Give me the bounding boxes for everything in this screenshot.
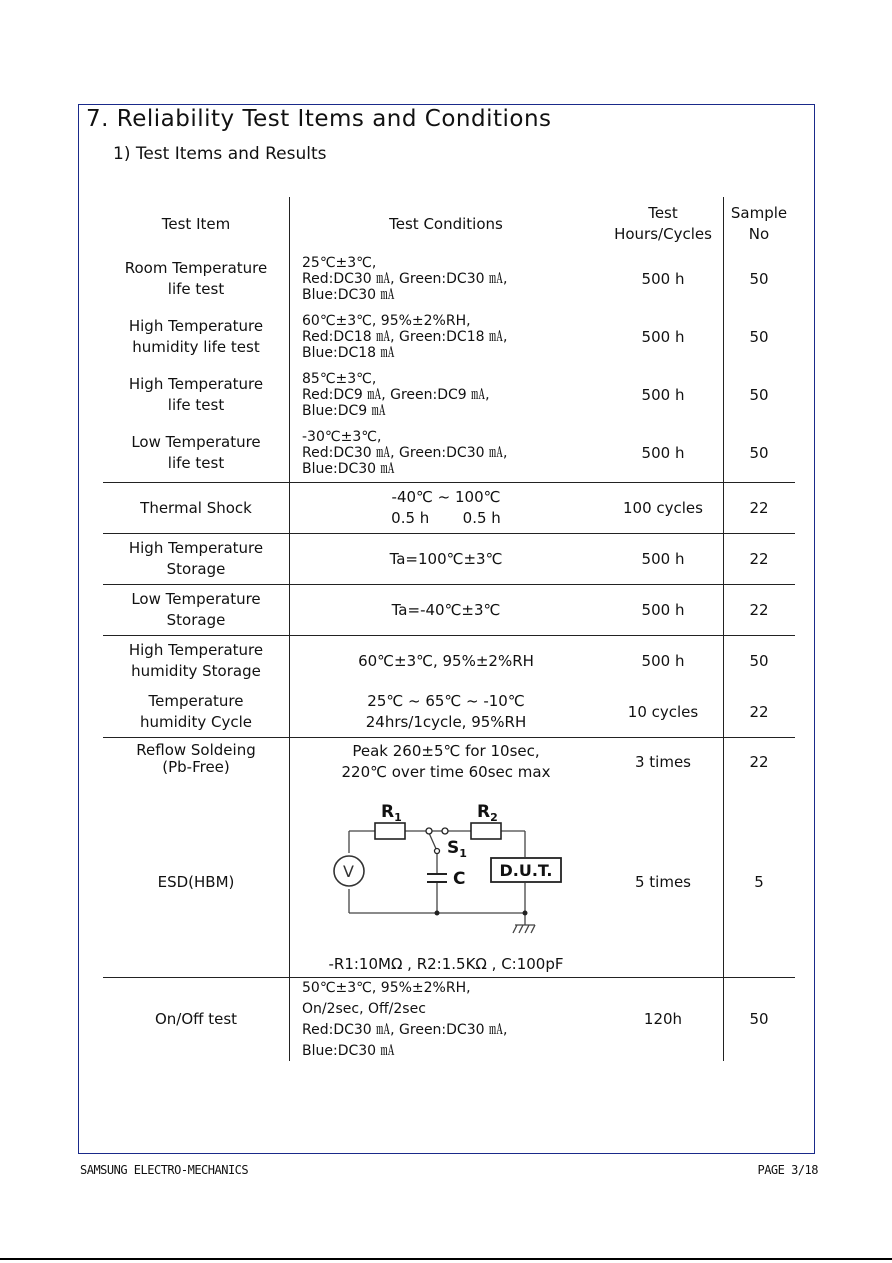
- row-test-conditions: 25℃±3℃, Red:DC30 ㎃, Green:DC30 ㎃, Blue:DC30 ㎃: [302, 255, 508, 303]
- svg-text:S1: $S_1$: [447, 838, 467, 860]
- row-hours: 120h: [643, 1010, 683, 1028]
- row-hours: 500 h: [641, 600, 685, 619]
- row-test-item: Temperature humidity Cycle: [139, 692, 252, 731]
- svg-text:V: V: [343, 862, 354, 881]
- row-test-item: Thermal Shock: [140, 498, 252, 517]
- svg-text:R1: $R_1$: [381, 802, 402, 824]
- reliability-table: [103, 197, 795, 1061]
- row-test-conditions: Ta=100℃±3℃: [389, 549, 503, 568]
- row-hours: 3 times: [634, 752, 691, 771]
- row-hours: 500 h: [641, 327, 685, 346]
- section-heading: 7. Reliability Test Items and Conditions: [86, 106, 552, 132]
- row-test-item: Low Temperature Storage: [131, 590, 261, 629]
- row-test-item: High Temperature Storage: [128, 539, 264, 578]
- header-sample-no: Sample No: [730, 204, 788, 243]
- row-test-item: High Temperature humidity Storage: [128, 641, 264, 680]
- row-test-conditions: 85℃±3℃, Red:DC9 ㎃, Green:DC9 ㎃, Blue:DC9 ㎃: [302, 371, 490, 419]
- footer-company: SAMSUNG ELECTRO-MECHANICS: [80, 1163, 249, 1177]
- esd-circuit-diagram: [333, 797, 573, 937]
- row-hours: 100 cycles: [623, 498, 703, 517]
- row-sample: 50: [749, 269, 769, 288]
- row-test-item: Reflow Soldeing (Pb-Free): [136, 741, 256, 776]
- row-test-conditions: Ta=-40℃±3℃: [391, 600, 501, 619]
- row-sample: 50: [749, 385, 769, 404]
- row-sample: 50: [749, 327, 769, 346]
- row-hours: 500 h: [641, 651, 685, 670]
- row-sample: 22: [749, 752, 769, 771]
- row-test-conditions: -40℃ ~ 100℃ 0.5 h 0.5 h: [391, 488, 501, 527]
- row-sample: 22: [749, 702, 769, 721]
- row-sample: 5: [754, 872, 764, 891]
- row-test-item: High Temperature life test: [128, 375, 264, 414]
- row-test-conditions: -30℃±3℃, Red:DC30 ㎃, Green:DC30 ㎃, Blue:DC30 ㎃: [302, 429, 508, 477]
- row-hours: 500 h: [641, 549, 685, 568]
- header-test-conditions: Test Conditions: [389, 214, 503, 233]
- bottom-rule: [0, 1258, 892, 1260]
- row-sample: 50: [749, 651, 769, 670]
- row-sample: 50: [749, 1010, 769, 1028]
- row-test-item: ESD(HBM): [157, 872, 235, 891]
- row-test-conditions: Peak 260±5℃ for 10sec, 220℃ over time 60sec max: [341, 742, 551, 781]
- esd-component-values: -R1:10MΩ , R2:1.5KΩ , C:100pF: [328, 955, 564, 973]
- row-test-conditions: 50℃±3℃, 95%±2%RH, On/2sec, Off/2sec Red:DC30 ㎃, Green:DC30 ㎃, Blue:DC30 ㎃: [302, 979, 508, 1059]
- sub-heading: 1) Test Items and Results: [113, 144, 327, 164]
- resistor-r2: [471, 823, 501, 839]
- row-test-item: Room Temperature life test: [124, 259, 268, 298]
- row-sample: 22: [749, 498, 769, 517]
- svg-text:R2: $R_2$: [477, 802, 498, 824]
- row-test-item: High Temperature humidity life test: [128, 317, 264, 356]
- svg-text:C: C: [453, 869, 466, 889]
- row-hours: 500 h: [641, 385, 685, 404]
- resistor-r1: [375, 823, 405, 839]
- row-hours: 500 h: [641, 269, 685, 288]
- row-test-item: On/Off test: [154, 1010, 238, 1028]
- row-sample: 22: [749, 549, 769, 568]
- row-test-conditions: 60℃±3℃, 95%±2%RH, Red:DC18 ㎃, Green:DC18 ㎃, Blue:DC18 ㎃: [302, 313, 508, 361]
- row-hours: 10 cycles: [627, 702, 699, 721]
- header-hours-cycles: Test Hours/Cycles: [614, 204, 712, 243]
- svg-text:D.U.T.: D.U.T.: [499, 861, 553, 880]
- row-test-conditions: 25℃ ~ 65℃ ~ -10℃ 24hrs/1cycle, 95%RH: [365, 692, 527, 731]
- footer-page-number: PAGE 3/18: [757, 1163, 818, 1177]
- header-test-item: Test Item: [161, 214, 231, 233]
- row-hours: 500 h: [641, 443, 685, 462]
- row-test-item: Low Temperature life test: [131, 433, 261, 472]
- row-test-conditions: 60℃±3℃, 95%±2%RH: [358, 651, 534, 670]
- row-divider: [103, 737, 795, 738]
- row-hours: 5 times: [634, 872, 691, 891]
- row-sample: 22: [749, 600, 769, 619]
- row-sample: 50: [749, 443, 769, 462]
